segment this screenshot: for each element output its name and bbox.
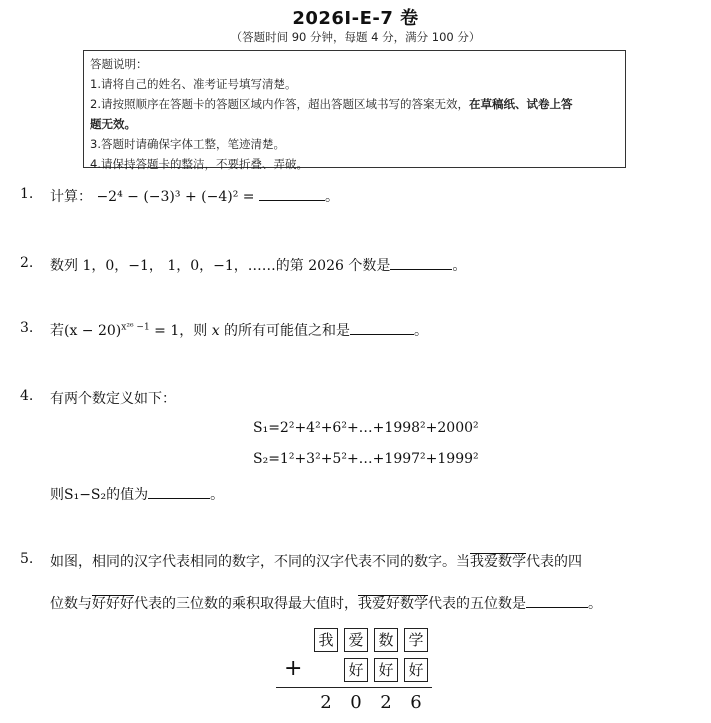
puzzle-char-box: 我 bbox=[314, 628, 338, 652]
overlined-number: 好好好 bbox=[92, 596, 134, 612]
overlined-number: 我爱好数学 bbox=[358, 596, 428, 612]
answer-blank[interactable] bbox=[526, 593, 588, 608]
instruction-item: 4.请保持答题卡的整洁，不要折叠、弄破。 bbox=[90, 157, 308, 171]
sum-line bbox=[276, 687, 432, 688]
question-number: 3. bbox=[20, 320, 34, 336]
instruction-emphasis: 在草稿纸、试卷上答 bbox=[468, 97, 573, 111]
question-number: 5. bbox=[20, 551, 34, 567]
result-digit: 2 bbox=[380, 692, 392, 713]
addition-puzzle bbox=[270, 624, 440, 719]
formula-s2: S₂=1²+3²+5²+…+1997²+1999² bbox=[253, 451, 479, 467]
instructions-box bbox=[83, 50, 626, 171]
answer-blank[interactable] bbox=[148, 484, 210, 499]
instructions-heading: 答题说明： bbox=[90, 57, 148, 71]
puzzle-char-box: 好 bbox=[374, 658, 398, 682]
formula-s1: S₁=2²+4²+6²+…+1998²+2000² bbox=[253, 420, 479, 436]
result-digit: 6 bbox=[410, 692, 422, 713]
instruction-item: 2.请按照顺序在答题卡的答题区域内作答，超出答题区域书写的答案无效，在草稿纸、试卷上答 bbox=[90, 97, 573, 111]
puzzle-char-box: 爱 bbox=[344, 628, 368, 652]
instruction-item: 3.答题时请确保字体工整，笔迹清楚。 bbox=[90, 137, 285, 151]
answer-blank[interactable] bbox=[259, 186, 325, 201]
exam-title: 2026I-E-7 卷 bbox=[292, 8, 419, 29]
answer-blank[interactable] bbox=[390, 255, 452, 270]
puzzle-char-box: 好 bbox=[404, 658, 428, 682]
answer-blank[interactable] bbox=[350, 320, 414, 335]
math-base: (x − 20) bbox=[64, 323, 122, 339]
instruction-item: 1.请将自己的姓名、准考证号填写清楚。 bbox=[90, 77, 297, 91]
result-digit: 2 bbox=[320, 692, 332, 713]
instruction-item: 题无效。 bbox=[90, 117, 136, 131]
puzzle-char-box: 好 bbox=[344, 658, 368, 682]
question-text: 则S₁−S₂的值为 bbox=[50, 487, 149, 503]
math-exponent: x²⁶ −1 bbox=[121, 322, 150, 333]
plus-sign: + bbox=[284, 656, 303, 681]
exam-subtitle: （答题时间 90 分钟，每题 4 分，满分 100 分） bbox=[230, 30, 481, 44]
question-number: 2. bbox=[20, 255, 34, 271]
result-digit: 0 bbox=[350, 692, 362, 713]
puzzle-char-box: 学 bbox=[404, 628, 428, 652]
math-variable: x bbox=[211, 323, 220, 339]
question-prefix: 计算： bbox=[50, 189, 92, 205]
puzzle-char-box: 数 bbox=[374, 628, 398, 652]
question-number: 1. bbox=[20, 186, 34, 202]
math-expression: −2⁴ − (−3)³ + (−4)² = bbox=[96, 189, 255, 205]
overlined-number: 我爱数学 bbox=[470, 554, 526, 570]
question-number: 4. bbox=[20, 388, 34, 404]
question-text: 有两个数定义如下： bbox=[50, 391, 176, 407]
question-text: 数列 1，0，−1， 1，0，−1，……的第 2026 个数是 bbox=[50, 258, 391, 274]
